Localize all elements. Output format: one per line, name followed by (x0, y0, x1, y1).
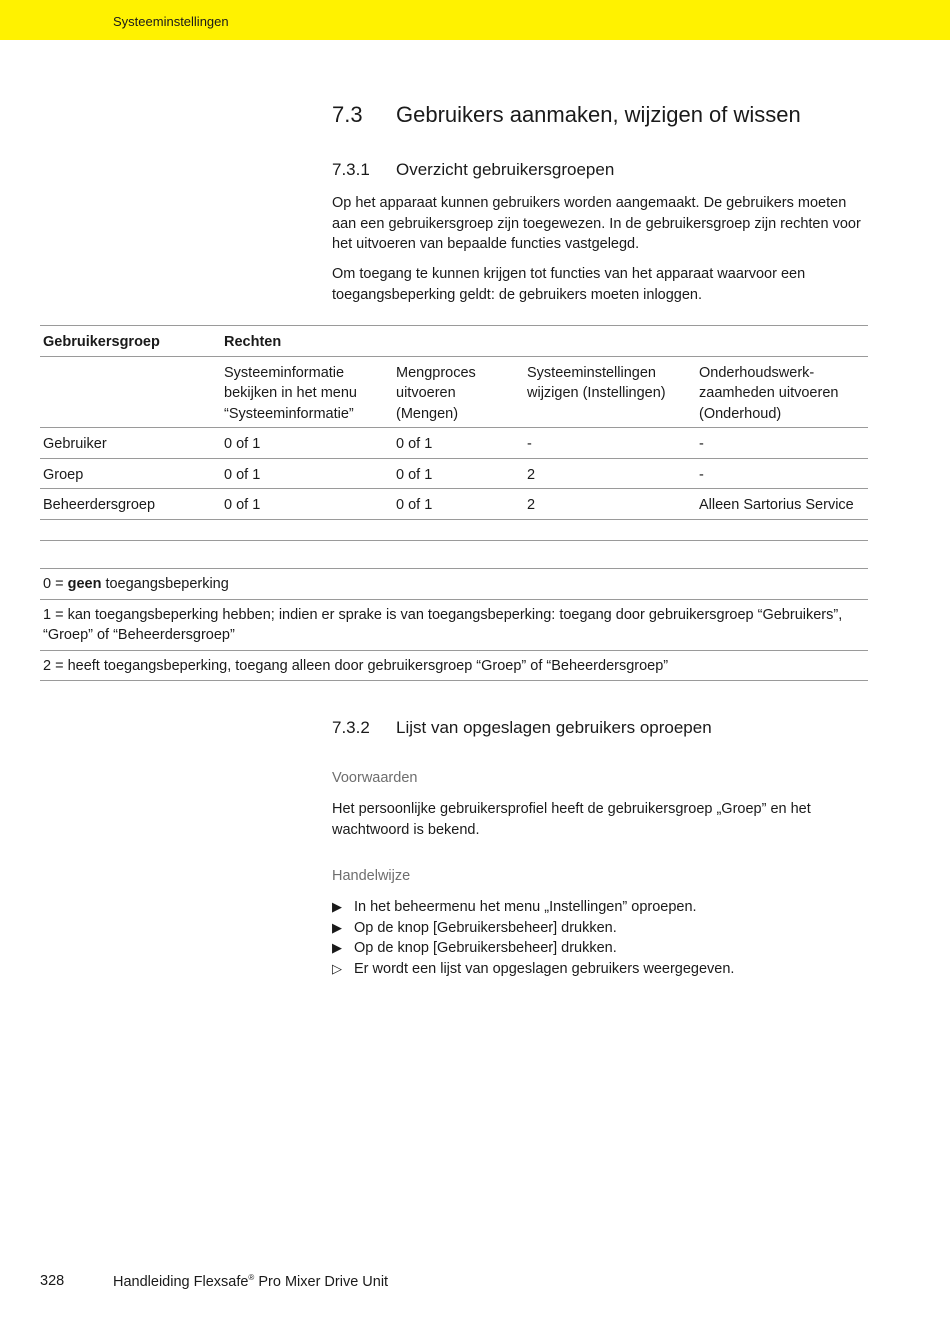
section-7-3-1-heading (332, 160, 614, 180)
list-item (332, 897, 734, 918)
section-number: 7.3 (332, 102, 363, 127)
subsection-number: 7.3.1 (332, 160, 370, 179)
legend-bold-word: geen (67, 576, 102, 592)
table-row (40, 458, 868, 489)
row-value-cell: 2 (524, 489, 696, 520)
legend-table (40, 568, 868, 681)
footer-page-number: 328 (40, 1273, 65, 1289)
rights-table (40, 325, 868, 541)
step-text: Op de knop [Gebruikersbeheer] drukken. (354, 919, 617, 936)
row-group-cell: Groep (40, 458, 221, 489)
header-section-title: Systeeminstellingen (113, 14, 229, 29)
row-value-cell: 0 of 1 (221, 428, 393, 459)
row-value-cell: - (696, 458, 868, 489)
legend-item-2: 2 = heeft toegangsbeperking, toegang alleen door gebruikersgroep “Groep” of “Beheerdersgroep” (40, 650, 868, 681)
row-value-cell: 0 of 1 (221, 489, 393, 520)
legend-row (40, 569, 868, 600)
subsection-title: Lijst van opgeslagen gebruikers oproepen (396, 718, 712, 737)
conditions-text: Het persoonlijke gebruikersprofiel heeft de gebruikersgroep „Groep” en het wachtwoord is bekend. (332, 801, 811, 838)
footer-title-post: Pro Mixer Drive Unit (254, 1273, 389, 1290)
legend-item-0 (40, 569, 868, 600)
table-row (40, 428, 868, 459)
step-text: Er wordt een lijst van opgeslagen gebruikers weergegeven. (354, 960, 735, 977)
intro-paragraph-1: Op het apparaat kunnen gebruikers worden aangemaakt. De gebruikers moeten aan een gebruikersgroep zijn toegewezen. In de gebruikersgroep zijn rechten voor het uitvoeren van bepaalde functies vastgelegd. (332, 195, 861, 252)
step-text: Op de knop [Gebruikersbeheer] drukken. (354, 940, 617, 956)
rights-table-header-row (40, 326, 868, 357)
footer-title-pre: Handleiding Flexsafe (113, 1273, 249, 1290)
spacer-cell (40, 519, 868, 540)
row-value-cell: 0 of 1 (393, 489, 524, 520)
legend-row (40, 650, 868, 681)
subheader-cell: Mengproces uitvoeren (Mengen) (393, 356, 524, 428)
rights-table-subheader-row (40, 356, 868, 428)
subheader-cell: Onderhoudswerkzaamheden uitvoeren (Onderhoud) (696, 356, 868, 428)
subsection-title: Overzicht gebruikersgroepen (396, 160, 615, 179)
subsection-number: 7.3.2 (332, 718, 370, 737)
row-value-cell: 0 of 1 (393, 428, 524, 459)
registered-mark: ® (248, 1273, 255, 1282)
footer-document-title (113, 1273, 388, 1290)
row-group-cell: Gebruiker (40, 428, 221, 459)
subheader-cell: Systeeminstellingen wijzigen (Instellingen) (524, 356, 696, 428)
table-row (40, 489, 868, 520)
procedure-steps (332, 897, 734, 979)
procedure-label: Handelwijze (332, 868, 411, 884)
intro-paragraph-2: Om toegang te kunnen krijgen tot functies van het apparaat waarvoor een toegangsbeperking geldt: de gebruikers moeten inloggen. (332, 266, 806, 303)
row-value-cell: 0 of 1 (393, 458, 524, 489)
step-text: In het beheermenu het menu „Instellingen” oproepen. (354, 899, 697, 915)
spacer-row (40, 519, 868, 540)
header-cell-group: Gebruikersgroep (40, 326, 221, 357)
legend-prefix: 0 = (43, 576, 68, 592)
subheader-empty-cell (40, 356, 221, 428)
row-value-cell: 0 of 1 (221, 458, 393, 489)
list-item (332, 918, 734, 939)
row-value-cell: 2 (524, 458, 696, 489)
subheader-cell: Systeeminformatie bekijken in het menu “Systeeminformatie” (221, 356, 393, 428)
legend-suffix: toegangsbeperking (101, 576, 229, 592)
row-group-cell: Beheerdersgroep (40, 489, 221, 520)
section-7-3-heading (332, 102, 801, 128)
row-value-cell: Alleen Sartorius Service (696, 489, 868, 520)
section-7-3-2-heading (332, 718, 712, 738)
result-arrow-icon: ▷ (332, 960, 342, 976)
legend-item-1: 1 = kan toegangsbeperking hebben; indien er sprake is van toegangsbeperking: toegang door gebruikersgroep “Gebruikers”, “Groep” of “Beheerdersgroep” (40, 599, 868, 650)
conditions-label: Voorwaarden (332, 770, 418, 786)
action-arrow-icon: ▶ (332, 940, 342, 955)
row-value-cell: - (696, 428, 868, 459)
section-title: Gebruikers aanmaken, wijzigen of wissen (396, 102, 801, 127)
row-value-cell: - (524, 428, 696, 459)
legend-row (40, 599, 868, 650)
list-item (332, 938, 734, 959)
header-cell-rights: Rechten (221, 326, 868, 357)
list-item (332, 959, 734, 980)
header-bar (0, 0, 950, 40)
action-arrow-icon: ▶ (332, 899, 342, 914)
action-arrow-icon: ▶ (332, 919, 342, 935)
